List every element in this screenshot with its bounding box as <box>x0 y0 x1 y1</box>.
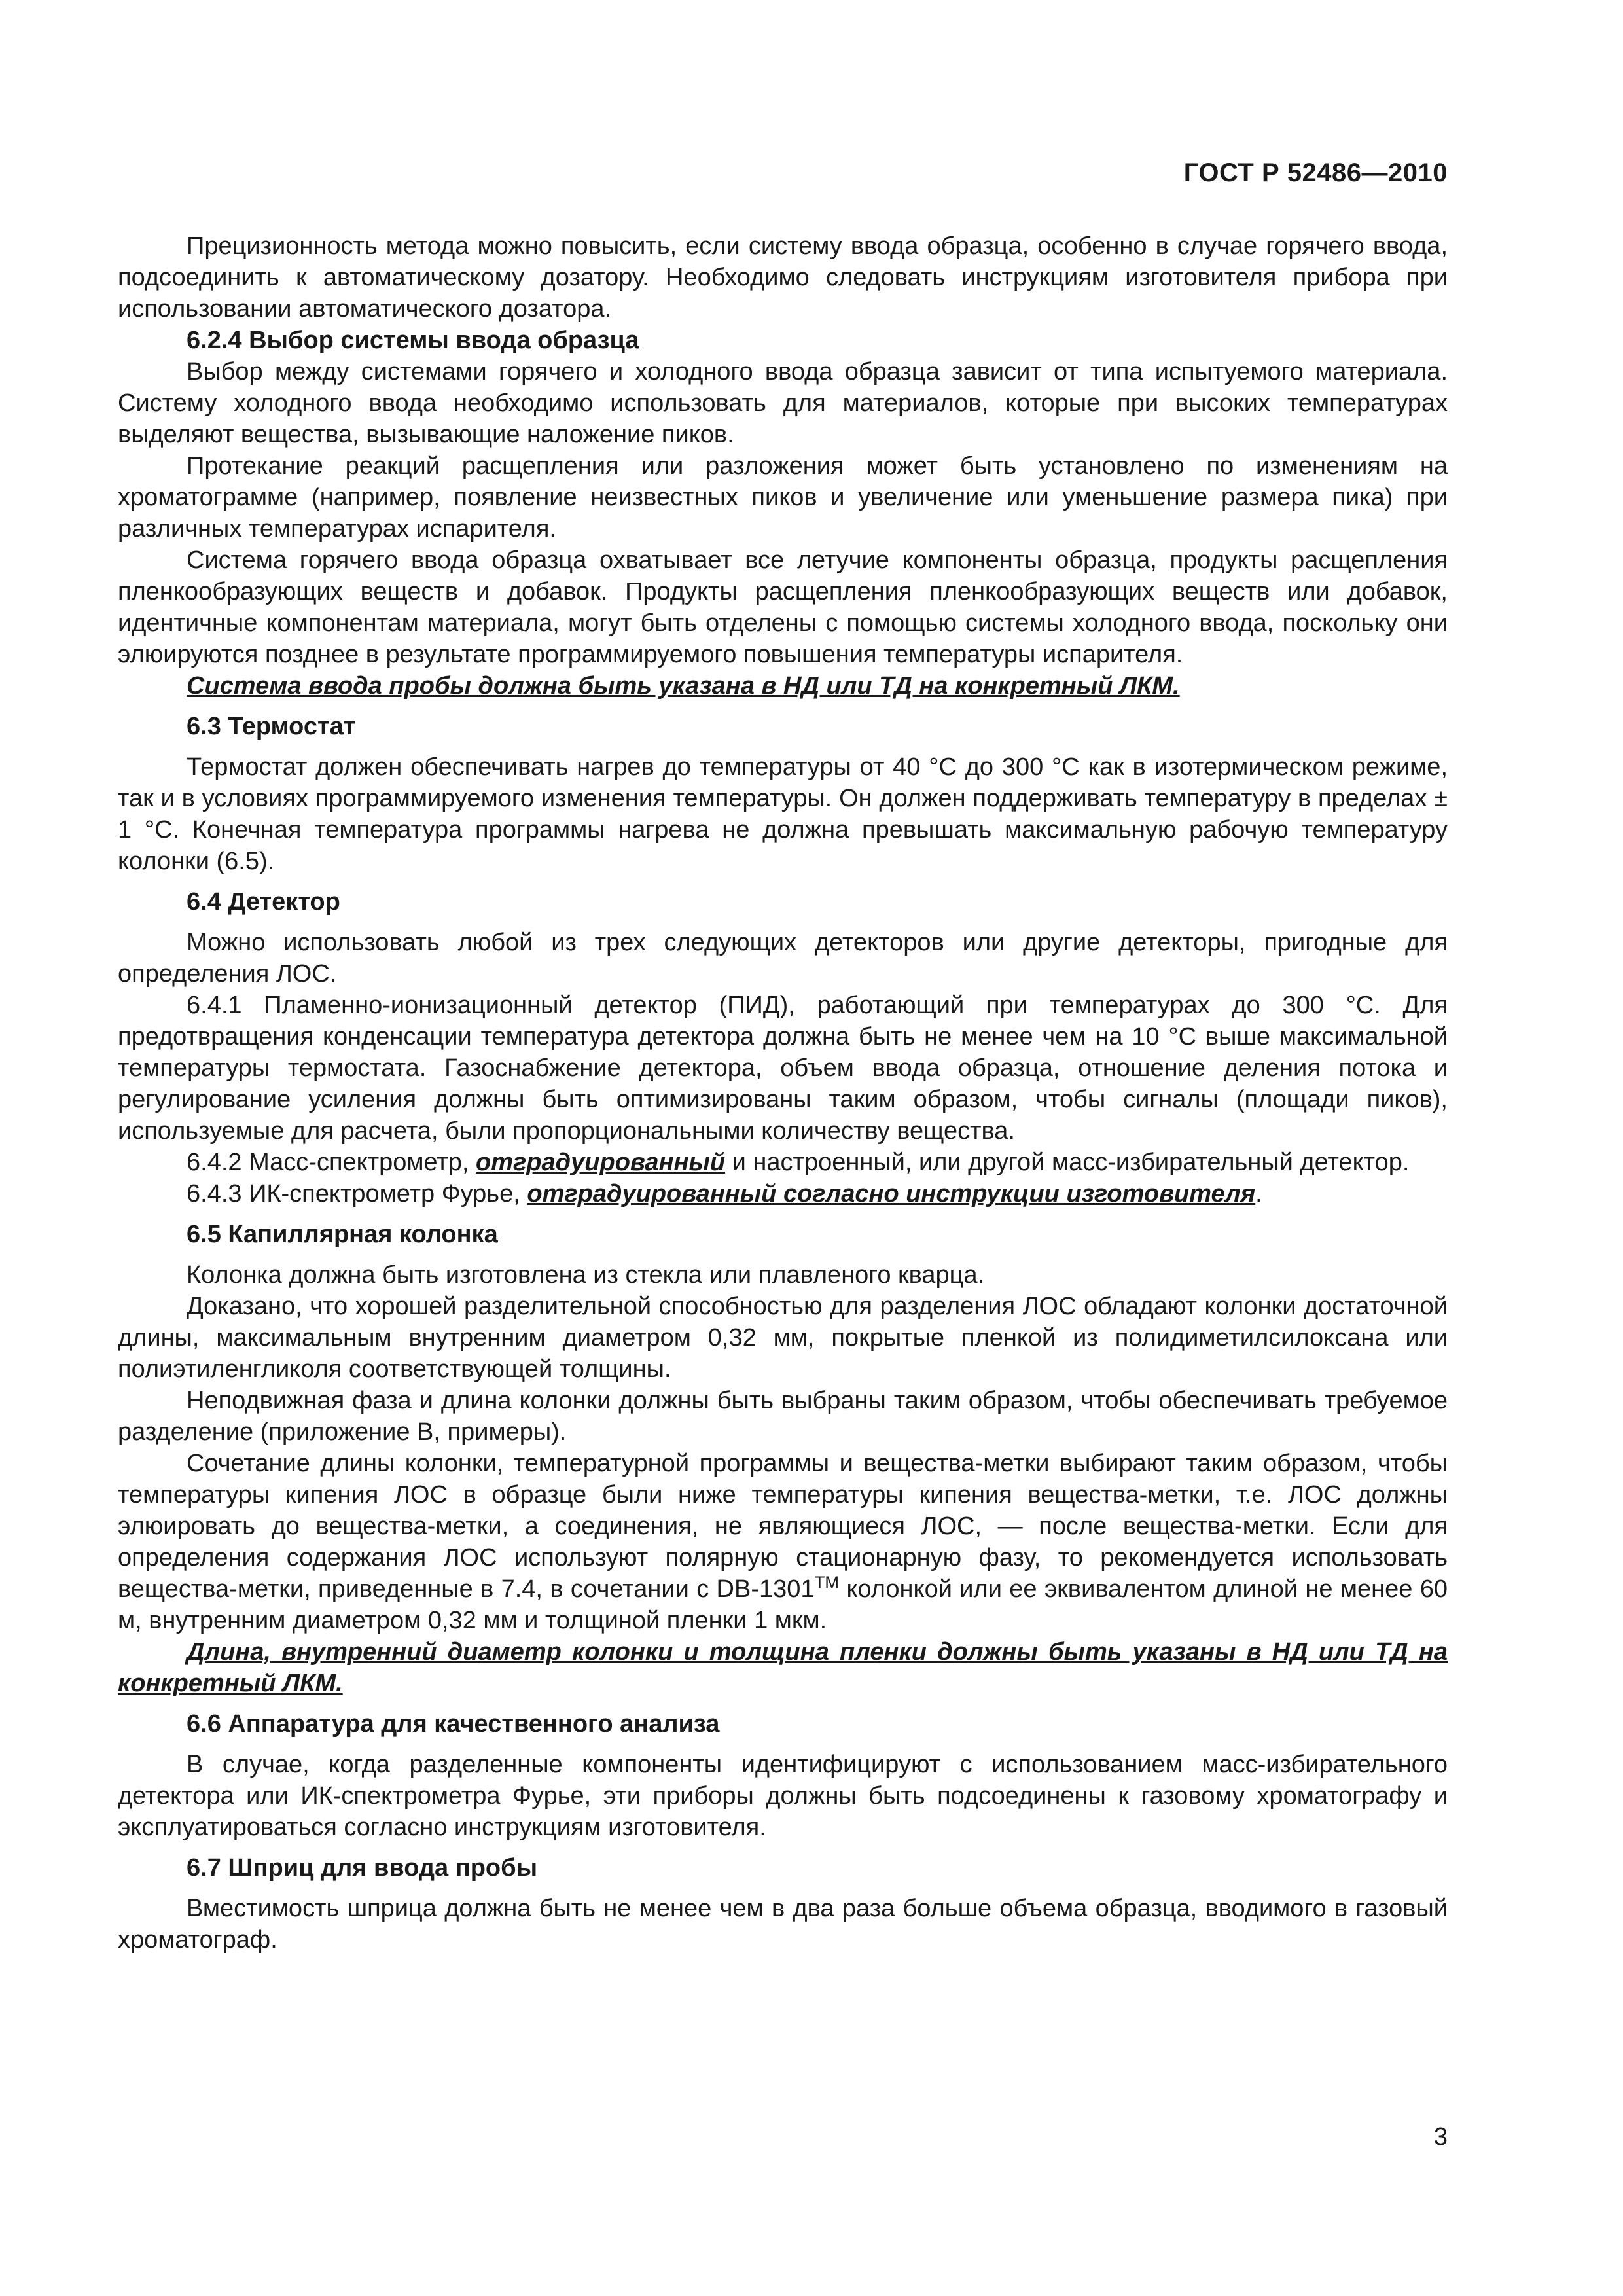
section-heading-6-7: 6.7 Шприц для ввода пробы <box>187 1854 538 1882</box>
paragraph: Можно использовать любой из трех следующих детекторов или другие детекторы, пригодные для определения ЛОС. <box>118 929 1448 988</box>
paragraph: Колонка должна быть изготовлена из стекла или плавленого кварца. <box>187 1261 985 1289</box>
text: 6.4.3 ИК-спектрометр Фурье, <box>187 1180 527 1208</box>
text: Сочетание длины колонки, температурной программы и вещества-метки выбирают таким образом, чтобы температуры кипения ЛОС в образце были ниже температуры кипения вещества-метки, т.е. ЛОС должны элюировать до вещества-метки, а соединения, не являющиеся ЛОС, — после вещества-метки. Если для определения содержания ЛОС используют полярную стационарную фазу, то рекомендуется использовать вещества-метки, приведенные в 7.4, в сочетании с DB-1301 <box>118 1450 1448 1603</box>
paragraph: Система горячего ввода образца охватывает все летучие компоненты образца, продукты расщепления пленкообразующих веществ и добавок. Продукты расщепления пленкообразующих веществ или добавок, идентичные компонентам материала, могут быть отделены с помощью системы холодного ввода, поскольку они элюируются позднее в результате программируемого повышения температуры испарителя. <box>118 547 1448 668</box>
document-id-header: ГОСТ Р 52486—2010 <box>1183 158 1448 187</box>
paragraph: Выбор между системами горячего и холодного ввода образца зависит от типа испытуемого материала. Систему холодного ввода необходимо использовать для материалов, которые при высоких температурах выделяют вещества, вызывающие наложение пиков. <box>118 358 1448 448</box>
page-number: 3 <box>1433 2123 1448 2151</box>
paragraph: 6.4.1 Пламенно-ионизационный детектор (ПИД), работающий при температурах до 300 °С. Для предотвращения конденсации температура детектора должна быть не менее чем на 10 °С выше максимальной температуры термостата. Газоснабжение детектора, объем ввода образца, отношение деления потока и регулирование усиления должны быть оптимизированы таким образом, чтобы сигналы (площади пиков), используемые для расчета, были пропорциональными количеству вещества. <box>118 992 1448 1145</box>
paragraph <box>118 1147 1448 1178</box>
emphasis-text: отградуированный согласно инструкции изготовителя <box>527 1180 1256 1208</box>
section-heading-6-5: 6.5 Капиллярная колонка <box>187 1221 498 1248</box>
paragraph: Протекание реакций расщепления или разложения может быть установлено по изменениям на хроматограмме (например, появление неизвестных пиков и увеличение или уменьшение размера пика) при различных температурах испарителя. <box>118 452 1448 543</box>
paragraph <box>118 1178 1448 1210</box>
paragraph-emphasis <box>118 670 1448 702</box>
paragraph: Прецизионность метода можно повысить, если систему ввода образца, особенно в случае горячего ввода, подсоединить к автоматическому дозатору. Необходимо следовать инструкциям изготовителя прибора при использовании автоматического дозатора. <box>118 232 1448 323</box>
text: и настроенный, или другой масс-избирательный детектор. <box>725 1149 1410 1176</box>
section-heading-6-3: 6.3 Термостат <box>187 713 356 740</box>
text: 6.4.2 Масс-спектрометр, <box>187 1149 476 1176</box>
paragraph-emphasis <box>118 1636 1448 1699</box>
paragraph: Доказано, что хорошей разделительной способностью для разделения ЛОС обладают колонки достаточной длины, максимальным внутренним диаметром 0,32 мм, покрытые пленкой из полидиметилсилоксана или полиэтиленгликоля соответствующей толщины. <box>118 1293 1448 1383</box>
paragraph: Термостат должен обеспечивать нагрев до температуры от 40 °С до 300 °С как в изотермическом режиме, так и в условиях программируемого изменения температуры. Он должен поддерживать температуру в пределах ± 1 °С. Конечная температура программы нагрева не должна превышать максимальную рабочую температуру колонки (6.5). <box>118 753 1448 875</box>
trademark-superscript: TM <box>814 1572 840 1592</box>
text: колонкой или ее эквивалентом длиной не менее 60 м, внутренним диаметром 0,32 мм и толщиной пленки 1 мкм. <box>118 1575 1448 1634</box>
section-heading-6-4: 6.4 Детектор <box>187 888 340 916</box>
paragraph: Вместимость шприца должна быть не менее чем в два раза больше объема образца, вводимого в газовый хроматограф. <box>118 1895 1448 1954</box>
paragraph <box>118 1448 1448 1636</box>
emphasis-text: отградуированный <box>476 1149 726 1176</box>
section-heading-6-6: 6.6 Аппаратура для качественного анализа <box>187 1710 720 1738</box>
text: . <box>1255 1180 1262 1208</box>
paragraph: В случае, когда разделенные компоненты идентифицируют с использованием масс-избирательного детектора или ИК-спектрометра Фурье, эти приборы должны быть подсоединены к газовому хроматографу и эксплуатироваться согласно инструкциям изготовителя. <box>118 1751 1448 1841</box>
emphasis-text: Длина, внутренний диаметр колонки и толщина пленки должны быть указаны в НД или ТД на конкретный ЛКМ. <box>118 1638 1448 1697</box>
section-heading-6-2-4: 6.2.4 Выбор системы ввода образца <box>187 327 639 354</box>
document-body <box>118 230 1448 1956</box>
paragraph: Неподвижная фаза и длина колонки должны быть выбраны таким образом, чтобы обеспечивать требуемое разделение (приложение В, примеры). <box>118 1387 1448 1446</box>
emphasis-text: Система ввода пробы должна быть указана в НД или ТД на конкретный ЛКМ. <box>187 672 1180 700</box>
